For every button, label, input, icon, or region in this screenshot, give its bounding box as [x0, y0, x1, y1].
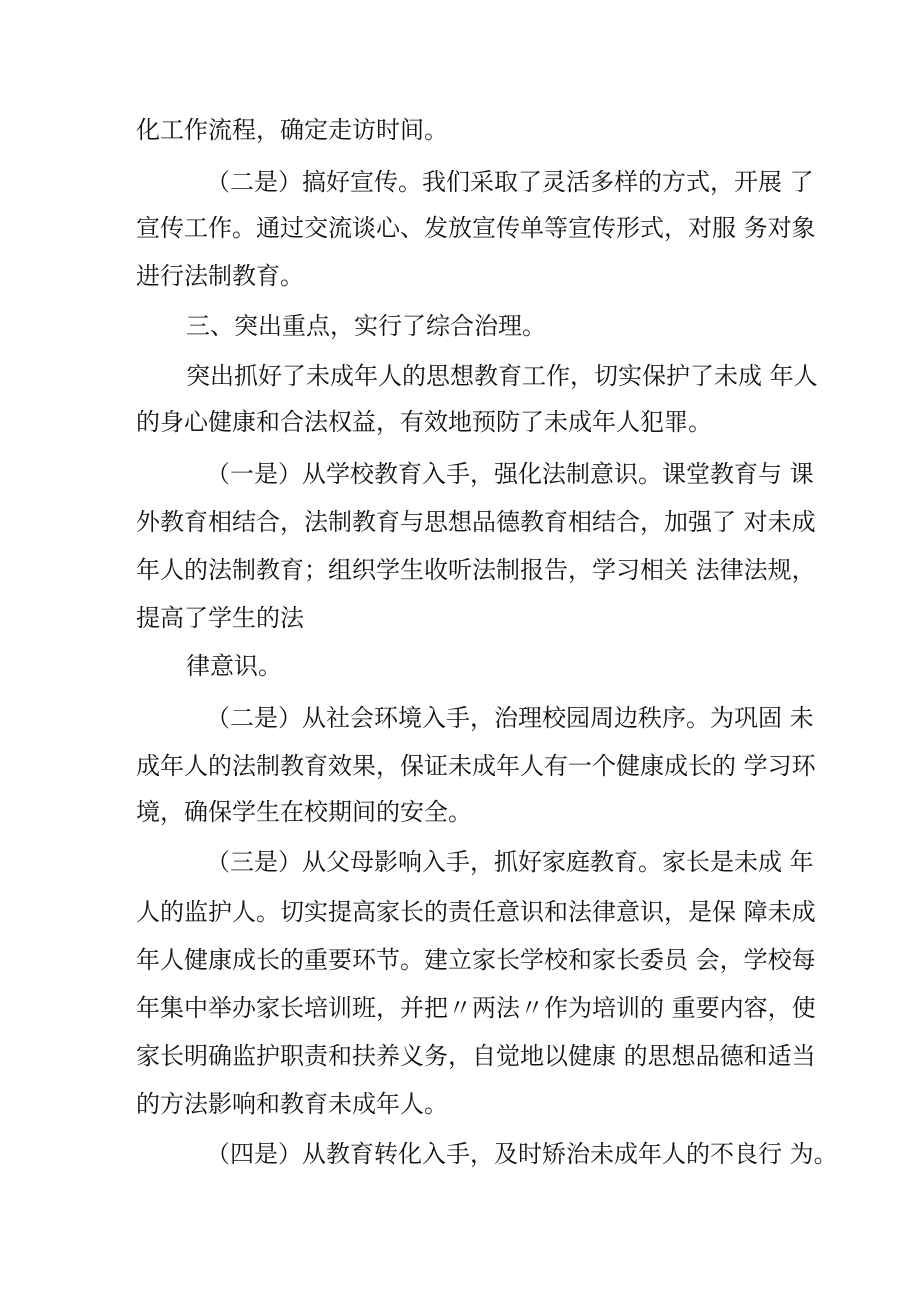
- text-line: （四是）从教育转化入手，及时矫治未成年人的不良行 为。: [206, 1140, 838, 1168]
- text-line: 突出抓好了未成年人的思想教育工作，切实保护了未成 年人: [186, 362, 818, 390]
- text-line: 的方法影响和教育未成年人。: [136, 1090, 448, 1118]
- text-line: 人的监护人。切实提高家长的责任意识和法律意识，是保 障未成: [136, 898, 816, 926]
- section-heading: 三、突出重点，实行了综合治理。: [186, 312, 546, 340]
- text-line: 年人的法制教育；组织学生收听法制报告，学习相关 法律法规，: [136, 556, 816, 584]
- text-line: 家长明确监护职责和扶养义务，自觉地以健康 的思想品德和适当: [136, 1042, 816, 1070]
- text-line: 年集中举办家长培训班，并把〃两法〃作为培训的 重要内容，使: [136, 994, 816, 1022]
- text-line: 成年人的法制教育效果，保证未成年人有一个健康成长的 学习环: [136, 752, 816, 780]
- text-line: 宣传工作。通过交流谈心、发放宣传单等宣传形式，对服 务对象: [136, 214, 816, 242]
- text-line: 进行法制教育。: [136, 262, 304, 290]
- text-line: 律意识。: [186, 652, 282, 680]
- text-line: 的身心健康和合法权益，有效地预防了未成年人犯罪。: [136, 408, 712, 436]
- text-line: （一是）从学校教育入手，强化法制意识。课堂教育与 课: [206, 460, 814, 488]
- text-line: （二是）从社会环境入手，治理校园周边秩序。为巩固 未: [206, 704, 814, 732]
- text-line: 提高了学生的法: [136, 604, 304, 632]
- text-line: 境，确保学生在校期间的安全。: [136, 798, 472, 826]
- text-line: （二是）搞好宣传。我们采取了灵活多样的方式，开展 了: [206, 168, 814, 196]
- text-line: （三是）从父母影响入手，抓好家庭教育。家长是未成 年: [206, 848, 814, 876]
- text-line: 外教育相结合，法制教育与思想品德教育相结合，加强了 对未成: [136, 508, 816, 536]
- text-line: 年人健康成长的重要环节。建立家长学校和家长委员 会，学校每: [136, 946, 816, 974]
- text-line: 化工作流程，确定走访时间。: [136, 116, 448, 144]
